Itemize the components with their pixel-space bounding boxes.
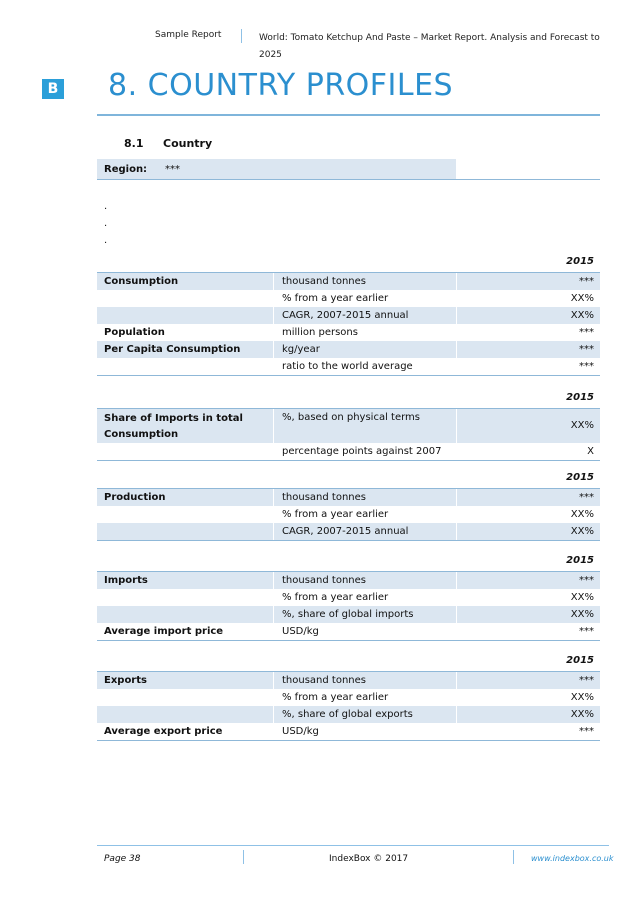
row-value: XX% (570, 310, 594, 321)
row-value: XX% (570, 293, 594, 304)
column-separator (273, 523, 274, 540)
year-header: 2015 (566, 472, 594, 483)
column-separator (273, 672, 274, 689)
column-separator (273, 623, 274, 640)
row-unit: %, based on physical terms (282, 412, 420, 423)
row-label: Per Capita Consumption (104, 344, 241, 355)
year-header: 2015 (566, 392, 594, 403)
table-row (97, 341, 600, 358)
table-row (97, 589, 600, 606)
column-separator (456, 623, 457, 640)
column-separator (456, 307, 457, 324)
table-row (97, 324, 600, 341)
column-separator (456, 723, 457, 740)
row-label: Consumption (104, 276, 179, 287)
row-value: XX% (570, 592, 594, 603)
row-value: XX% (570, 692, 594, 703)
column-separator (456, 506, 457, 523)
year-header: 2015 (566, 555, 594, 566)
section-title: Country (163, 137, 213, 150)
column-separator (273, 290, 274, 307)
table-row (97, 572, 600, 589)
row-unit: %, share of global imports (282, 609, 414, 620)
column-separator (456, 409, 457, 443)
row-label: Share of Imports in total Consumption (104, 413, 243, 440)
footer-url[interactable]: www.indexbox.co.uk (531, 854, 614, 863)
region-rule (97, 179, 600, 180)
table-row (97, 523, 600, 540)
chapter-title: 8. COUNTRY PROFILES (108, 68, 454, 103)
column-separator (273, 606, 274, 623)
table-row (97, 623, 600, 640)
column-separator (456, 706, 457, 723)
row-unit: thousand tonnes (282, 675, 366, 686)
table-row (97, 689, 600, 706)
header-title: World: Tomato Ketchup And Paste – Market Report. Analysis and Forecast to 2025 (259, 33, 600, 60)
row-label: Average export price (104, 726, 223, 737)
row-value: *** (579, 726, 594, 737)
table-row (97, 672, 600, 689)
column-separator (273, 723, 274, 740)
row-value: XX% (570, 609, 594, 620)
column-separator (456, 672, 457, 689)
row-value: X (587, 446, 594, 457)
column-separator (273, 506, 274, 523)
header-separator (241, 29, 242, 43)
column-separator (456, 341, 457, 358)
footer-page-number: Page 38 (104, 854, 141, 864)
column-separator (273, 307, 274, 324)
column-separator (273, 706, 274, 723)
section-number: 8.1 (124, 137, 144, 150)
row-value: XX% (570, 709, 594, 720)
table-rule (97, 740, 600, 741)
table-rule (97, 640, 600, 641)
row-unit: %, share of global exports (282, 709, 413, 720)
row-value: *** (579, 575, 594, 586)
row-unit: % from a year earlier (282, 293, 389, 304)
table-rule (97, 375, 600, 376)
row-label: Imports (104, 575, 148, 586)
table-row (97, 443, 600, 460)
row-unit: % from a year earlier (282, 692, 389, 703)
table-row (97, 409, 600, 443)
footer-rule (97, 845, 609, 846)
table-row (97, 290, 600, 307)
row-value: XX% (570, 526, 594, 537)
row-value: *** (579, 492, 594, 503)
region-bar (97, 159, 456, 179)
row-value: *** (579, 626, 594, 637)
row-value: XX% (570, 509, 594, 520)
table-row (97, 273, 600, 290)
footer-separator (513, 850, 514, 864)
table-row (97, 706, 600, 723)
row-unit: CAGR, 2007-2015 annual (282, 526, 409, 537)
row-unit: ratio to the world average (282, 361, 413, 372)
region-label: Region: (104, 164, 148, 175)
row-unit: million persons (282, 327, 358, 338)
row-unit: thousand tonnes (282, 276, 366, 287)
row-unit: % from a year earlier (282, 592, 389, 603)
row-label: Population (104, 327, 165, 338)
column-separator (273, 589, 274, 606)
table-row (97, 723, 600, 740)
column-separator (456, 689, 457, 706)
row-label: Production (104, 492, 166, 503)
table-rule (97, 540, 600, 541)
footer-separator (243, 850, 244, 864)
column-separator (456, 290, 457, 307)
column-separator (456, 273, 457, 290)
chapter-rule (97, 114, 600, 116)
column-separator (273, 273, 274, 290)
column-separator (456, 443, 457, 460)
table-row (97, 358, 600, 375)
table-row (97, 506, 600, 523)
column-separator (456, 324, 457, 341)
year-header: 2015 (566, 655, 594, 666)
column-separator (456, 358, 457, 375)
row-value: *** (579, 361, 594, 372)
row-value: *** (579, 344, 594, 355)
row-unit: percentage points against 2007 (282, 446, 442, 457)
column-separator (456, 589, 457, 606)
row-label: Exports (104, 675, 147, 686)
ellipsis-dot: . (104, 235, 108, 246)
column-separator (456, 489, 457, 506)
table-row (97, 606, 600, 623)
row-value: *** (579, 327, 594, 338)
column-separator (456, 523, 457, 540)
row-value: XX% (570, 420, 594, 431)
row-unit: kg/year (282, 344, 320, 355)
row-unit: thousand tonnes (282, 492, 366, 503)
table-row (97, 489, 600, 506)
column-separator (273, 341, 274, 358)
row-unit: CAGR, 2007-2015 annual (282, 310, 409, 321)
region-value: *** (165, 164, 180, 175)
column-separator (273, 358, 274, 375)
column-separator (273, 443, 274, 460)
row-unit: % from a year earlier (282, 509, 389, 520)
column-separator (273, 489, 274, 506)
column-separator (273, 409, 274, 443)
year-header: 2015 (566, 256, 594, 267)
footer-copyright: IndexBox © 2017 (329, 854, 409, 864)
row-label: Average import price (104, 626, 224, 637)
column-separator (273, 572, 274, 589)
chapter-badge: B (42, 79, 64, 99)
row-value: *** (579, 675, 594, 686)
ellipsis-dot: . (104, 201, 108, 212)
row-value: *** (579, 276, 594, 287)
row-unit: USD/kg (282, 626, 319, 637)
row-unit: USD/kg (282, 726, 319, 737)
row-unit: thousand tonnes (282, 575, 366, 586)
table-rule (97, 460, 600, 461)
table-row (97, 307, 600, 324)
ellipsis-dot: . (104, 218, 108, 229)
column-separator (456, 572, 457, 589)
header-left: Sample Report (155, 30, 222, 40)
column-separator (456, 606, 457, 623)
column-separator (273, 324, 274, 341)
column-separator (273, 689, 274, 706)
